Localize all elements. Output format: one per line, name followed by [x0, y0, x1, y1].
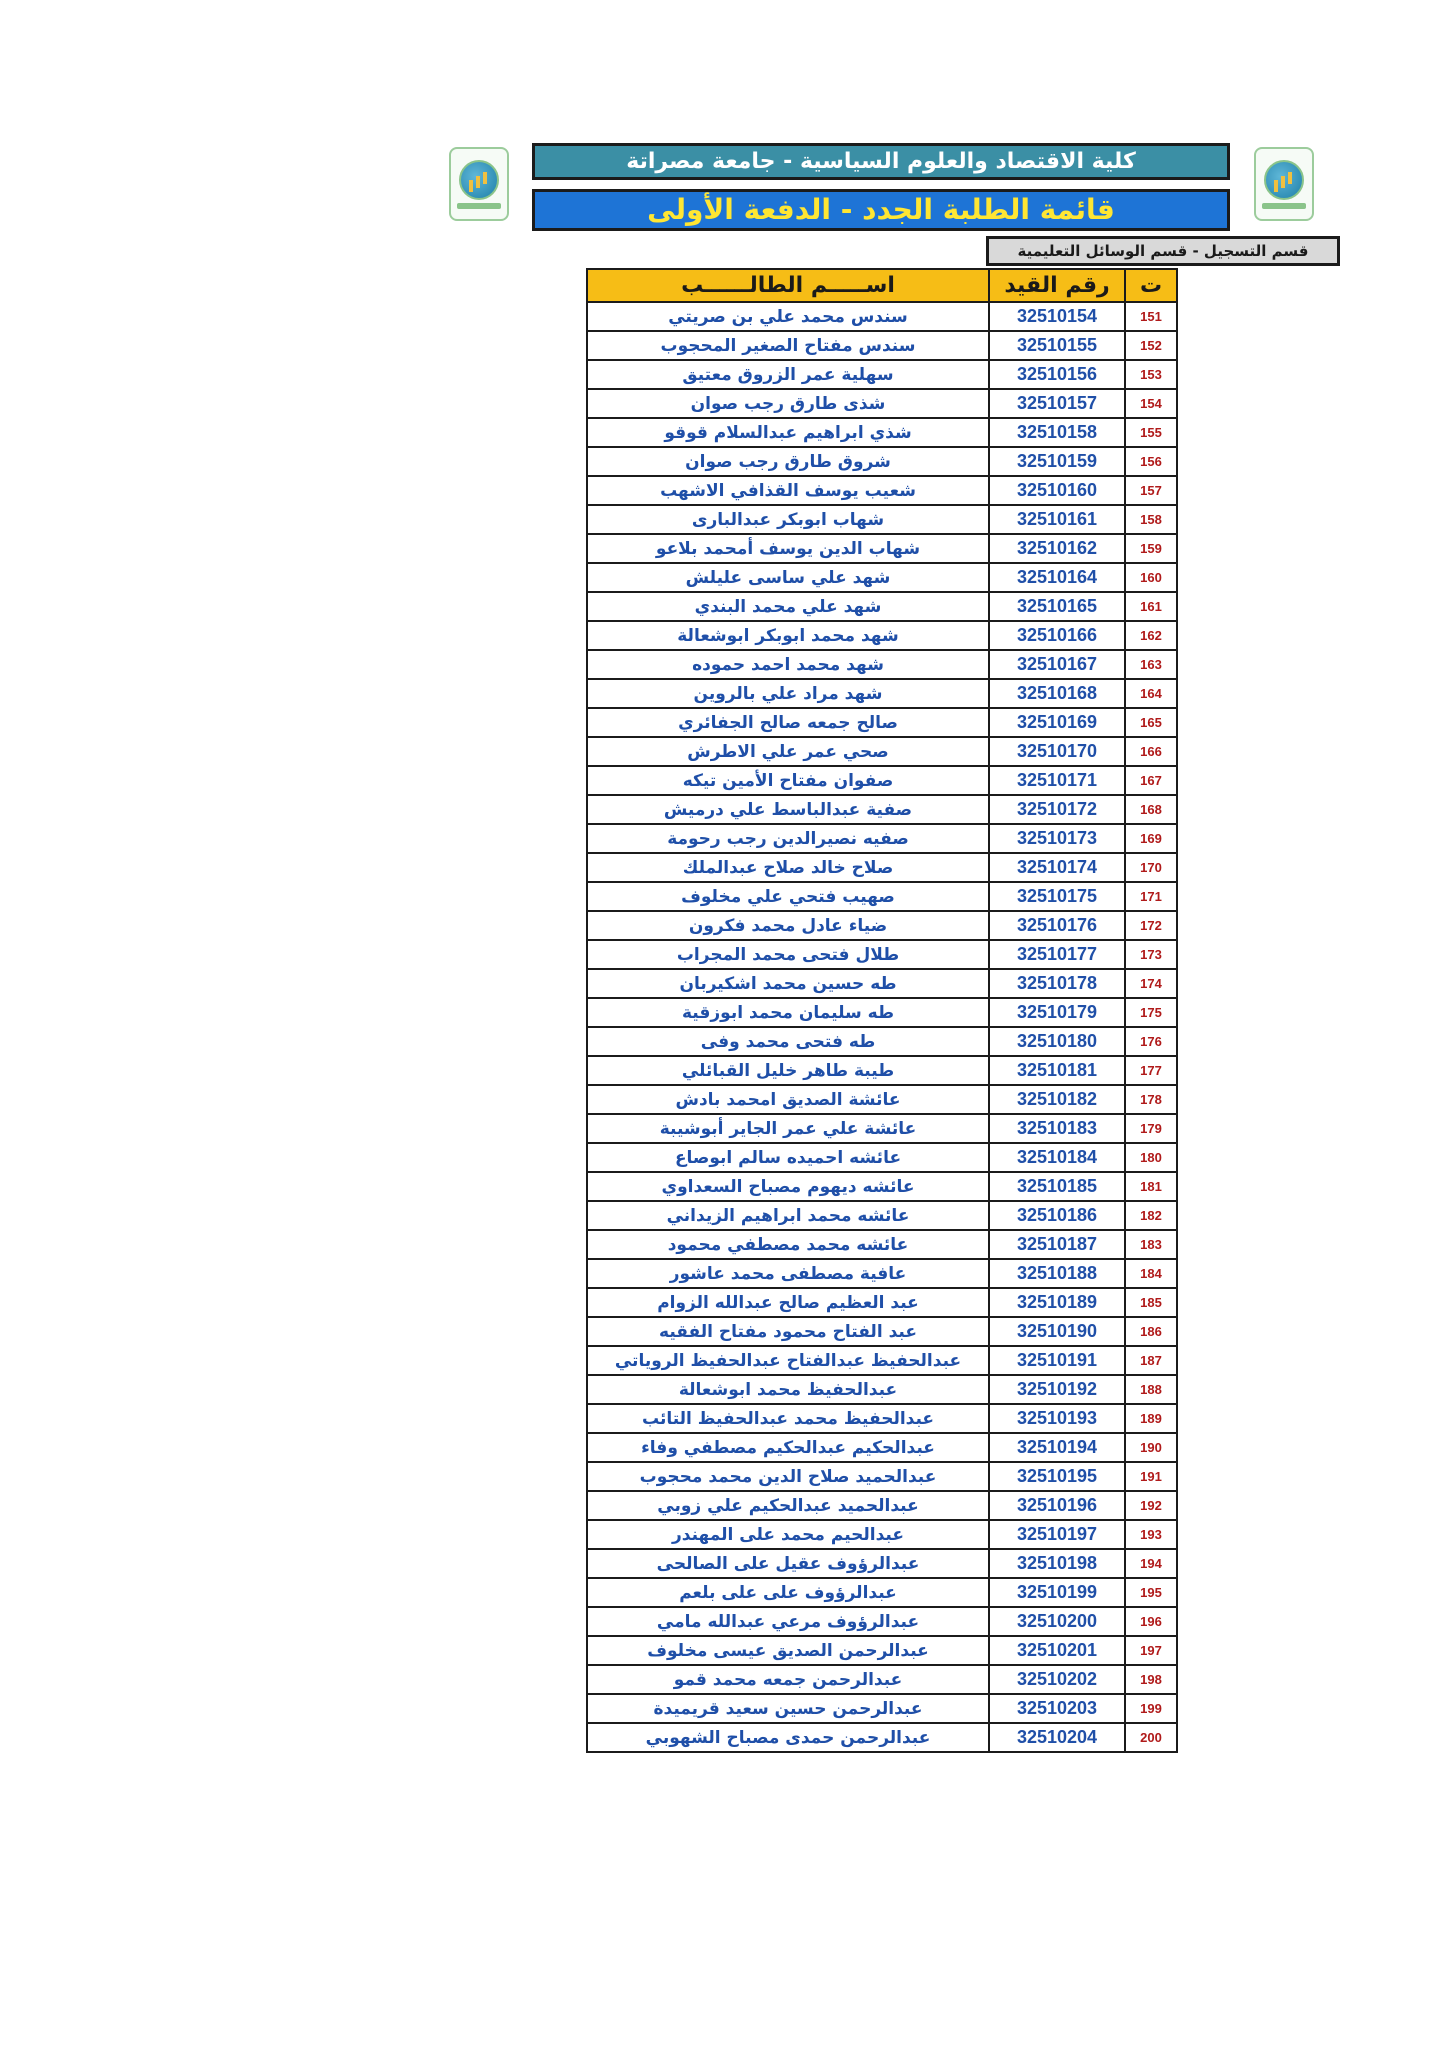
student-name-cell: صفية عبدالباسط علي درميش	[587, 795, 989, 824]
serial-number-cell: 177	[1125, 1056, 1177, 1085]
student-name-cell: سندس محمد علي بن صريتي	[587, 302, 989, 331]
table-row	[587, 505, 1177, 534]
student-id-cell: 32510188	[989, 1259, 1125, 1288]
column-header-id: رقم القيد	[989, 269, 1125, 302]
department-label: قسم التسجيل - قسم الوسائل التعليمية	[986, 236, 1340, 266]
student-id-cell: 32510169	[989, 708, 1125, 737]
student-name-cell: عبدالحفيظ عبدالفتاح عبدالحفيظ الروياتي	[587, 1346, 989, 1375]
table-row	[587, 1549, 1177, 1578]
globe-logo-icon	[459, 160, 499, 200]
table-row	[587, 969, 1177, 998]
student-name-cell: صفوان مفتاح الأمين تيكه	[587, 766, 989, 795]
serial-number-cell: 197	[1125, 1636, 1177, 1665]
serial-number-cell: 160	[1125, 563, 1177, 592]
serial-number-cell: 174	[1125, 969, 1177, 998]
table-row	[587, 1520, 1177, 1549]
student-name-cell: سهلية عمر الزروق معتيق	[587, 360, 989, 389]
student-name-cell: سندس مفتاح الصغير المحجوب	[587, 331, 989, 360]
table-row	[587, 1404, 1177, 1433]
serial-number-cell: 164	[1125, 679, 1177, 708]
serial-number-cell: 185	[1125, 1288, 1177, 1317]
table-row	[587, 882, 1177, 911]
table-row	[587, 418, 1177, 447]
student-id-cell: 32510194	[989, 1433, 1125, 1462]
student-id-cell: 32510178	[989, 969, 1125, 998]
student-id-cell: 32510155	[989, 331, 1125, 360]
student-id-cell: 32510170	[989, 737, 1125, 766]
student-id-cell: 32510201	[989, 1636, 1125, 1665]
serial-number-cell: 166	[1125, 737, 1177, 766]
table-row	[587, 1433, 1177, 1462]
serial-number-cell: 171	[1125, 882, 1177, 911]
serial-number-cell: 169	[1125, 824, 1177, 853]
student-name-cell: طه حسين محمد اشكيربان	[587, 969, 989, 998]
student-id-cell: 32510164	[989, 563, 1125, 592]
student-id-cell: 32510187	[989, 1230, 1125, 1259]
student-name-cell: ضياء عادل محمد فكرون	[587, 911, 989, 940]
student-id-cell: 32510197	[989, 1520, 1125, 1549]
serial-number-cell: 186	[1125, 1317, 1177, 1346]
serial-number-cell: 154	[1125, 389, 1177, 418]
serial-number-cell: 157	[1125, 476, 1177, 505]
serial-number-cell: 172	[1125, 911, 1177, 940]
list-title-banner: قائمة الطلبة الجدد - الدفعة الأولى	[532, 189, 1230, 231]
table-row	[587, 1723, 1177, 1752]
student-id-cell: 32510189	[989, 1288, 1125, 1317]
table-row	[587, 302, 1177, 331]
table-row	[587, 1317, 1177, 1346]
table-row	[587, 824, 1177, 853]
student-name-cell: عبدالرحمن حمدى مصباح الشهوبي	[587, 1723, 989, 1752]
table-row	[587, 1346, 1177, 1375]
student-name-cell: عبد الفتاح محمود مفتاح الفقيه	[587, 1317, 989, 1346]
serial-number-cell: 165	[1125, 708, 1177, 737]
table-row	[587, 1491, 1177, 1520]
student-name-cell: طه سليمان محمد ابوزقية	[587, 998, 989, 1027]
table-row	[587, 737, 1177, 766]
college-title-banner: كلية الاقتصاد والعلوم السياسية - جامعة مصراتة	[532, 143, 1230, 180]
serial-number-cell: 163	[1125, 650, 1177, 679]
student-name-cell: طه فتحى محمد وفى	[587, 1027, 989, 1056]
serial-number-cell: 198	[1125, 1665, 1177, 1694]
serial-number-cell: 191	[1125, 1462, 1177, 1491]
student-id-cell: 32510196	[989, 1491, 1125, 1520]
student-id-cell: 32510182	[989, 1085, 1125, 1114]
serial-number-cell: 155	[1125, 418, 1177, 447]
table-row	[587, 650, 1177, 679]
serial-number-cell: 196	[1125, 1607, 1177, 1636]
table-row	[587, 447, 1177, 476]
student-id-cell: 32510156	[989, 360, 1125, 389]
student-id-cell: 32510160	[989, 476, 1125, 505]
student-name-cell: صفيه نصيرالدين رجب رحومة	[587, 824, 989, 853]
student-id-cell: 32510165	[989, 592, 1125, 621]
student-id-cell: 32510180	[989, 1027, 1125, 1056]
serial-number-cell: 153	[1125, 360, 1177, 389]
column-header-serial: ت	[1125, 269, 1177, 302]
serial-number-cell: 170	[1125, 853, 1177, 882]
serial-number-cell: 180	[1125, 1143, 1177, 1172]
student-id-cell: 32510190	[989, 1317, 1125, 1346]
serial-number-cell: 199	[1125, 1694, 1177, 1723]
student-name-cell: شذي ابراهيم عبدالسلام قوقو	[587, 418, 989, 447]
table-row	[587, 998, 1177, 1027]
student-name-cell: عبدالحفيظ محمد ابوشعالة	[587, 1375, 989, 1404]
student-name-cell: صحي عمر علي الاطرش	[587, 737, 989, 766]
student-id-cell: 32510192	[989, 1375, 1125, 1404]
student-name-cell: عبد العظيم صالح عبدالله الزوام	[587, 1288, 989, 1317]
column-header-name: اســـــم الطالــــــب	[587, 269, 989, 302]
serial-number-cell: 193	[1125, 1520, 1177, 1549]
serial-number-cell: 162	[1125, 621, 1177, 650]
serial-number-cell: 195	[1125, 1578, 1177, 1607]
serial-number-cell: 178	[1125, 1085, 1177, 1114]
student-id-cell: 32510191	[989, 1346, 1125, 1375]
student-id-cell: 32510171	[989, 766, 1125, 795]
student-id-cell: 32510202	[989, 1665, 1125, 1694]
table-row	[587, 795, 1177, 824]
table-row	[587, 360, 1177, 389]
serial-number-cell: 183	[1125, 1230, 1177, 1259]
serial-number-cell: 161	[1125, 592, 1177, 621]
serial-number-cell: 200	[1125, 1723, 1177, 1752]
student-name-cell: شهد محمد احمد حموده	[587, 650, 989, 679]
student-name-cell: عائشه احميده سالم ابوصاع	[587, 1143, 989, 1172]
table-row	[587, 1288, 1177, 1317]
table-row	[587, 1027, 1177, 1056]
student-name-cell: شذى طارق رجب صوان	[587, 389, 989, 418]
serial-number-cell: 192	[1125, 1491, 1177, 1520]
serial-number-cell: 158	[1125, 505, 1177, 534]
table-row	[587, 1172, 1177, 1201]
student-name-cell: عائشه محمد مصطفي محمود	[587, 1230, 989, 1259]
student-name-cell: شهد محمد ابوبكر ابوشعالة	[587, 621, 989, 650]
table-row	[587, 1607, 1177, 1636]
student-name-cell: عائشه ديهوم مصباح السعداوي	[587, 1172, 989, 1201]
globe-logo-icon	[1264, 160, 1304, 200]
table-row	[587, 476, 1177, 505]
student-id-cell: 32510166	[989, 621, 1125, 650]
serial-number-cell: 187	[1125, 1346, 1177, 1375]
student-id-cell: 32510183	[989, 1114, 1125, 1143]
table-row	[587, 621, 1177, 650]
student-name-cell: صهيب فتحي علي مخلوف	[587, 882, 989, 911]
serial-number-cell: 179	[1125, 1114, 1177, 1143]
student-id-cell: 32510179	[989, 998, 1125, 1027]
table-row	[587, 331, 1177, 360]
serial-number-cell: 188	[1125, 1375, 1177, 1404]
serial-number-cell: 176	[1125, 1027, 1177, 1056]
serial-number-cell: 168	[1125, 795, 1177, 824]
student-name-cell: عبدالرؤوف مرعي عبدالله مامي	[587, 1607, 989, 1636]
student-id-cell: 32510174	[989, 853, 1125, 882]
student-id-cell: 32510175	[989, 882, 1125, 911]
serial-number-cell: 194	[1125, 1549, 1177, 1578]
table-row	[587, 766, 1177, 795]
serial-number-cell: 167	[1125, 766, 1177, 795]
student-name-cell: عبدالرحمن جمعه محمد قمو	[587, 1665, 989, 1694]
student-name-cell: شهد علي محمد البندي	[587, 592, 989, 621]
student-id-cell: 32510167	[989, 650, 1125, 679]
student-name-cell: شروق طارق رجب صوان	[587, 447, 989, 476]
student-id-cell: 32510154	[989, 302, 1125, 331]
student-name-cell: عائشه محمد ابراهيم الزيداني	[587, 1201, 989, 1230]
student-name-cell: عبدالحفيظ محمد عبدالحفيظ التائب	[587, 1404, 989, 1433]
table-row	[587, 1578, 1177, 1607]
table-row	[587, 1230, 1177, 1259]
table-row	[587, 1636, 1177, 1665]
table-row	[587, 1375, 1177, 1404]
serial-number-cell: 152	[1125, 331, 1177, 360]
student-id-cell: 32510199	[989, 1578, 1125, 1607]
table-row	[587, 1114, 1177, 1143]
table-row	[587, 679, 1177, 708]
student-id-cell: 32510173	[989, 824, 1125, 853]
serial-number-cell: 182	[1125, 1201, 1177, 1230]
serial-number-cell: 189	[1125, 1404, 1177, 1433]
student-id-cell: 32510168	[989, 679, 1125, 708]
table-row	[587, 1201, 1177, 1230]
table-row	[587, 911, 1177, 940]
student-name-cell: صالح جمعه صالح الجفائري	[587, 708, 989, 737]
table-row	[587, 563, 1177, 592]
student-id-cell: 32510157	[989, 389, 1125, 418]
serial-number-cell: 159	[1125, 534, 1177, 563]
serial-number-cell: 175	[1125, 998, 1177, 1027]
student-id-cell: 32510176	[989, 911, 1125, 940]
student-id-cell: 32510162	[989, 534, 1125, 563]
serial-number-cell: 173	[1125, 940, 1177, 969]
student-name-cell: عافية مصطفى محمد عاشور	[587, 1259, 989, 1288]
student-name-cell: طلال فتحى محمد المجراب	[587, 940, 989, 969]
serial-number-cell: 190	[1125, 1433, 1177, 1462]
table-row	[587, 534, 1177, 563]
college-logo-left	[449, 147, 509, 221]
student-name-cell: شهاب الدين يوسف أمحمد بلاعو	[587, 534, 989, 563]
student-id-cell: 32510185	[989, 1172, 1125, 1201]
table-row	[587, 592, 1177, 621]
table-row	[587, 1259, 1177, 1288]
student-name-cell: عائشة الصديق امحمد بادش	[587, 1085, 989, 1114]
table-row	[587, 1462, 1177, 1491]
table-row	[587, 1143, 1177, 1172]
student-id-cell: 32510161	[989, 505, 1125, 534]
student-id-cell: 32510193	[989, 1404, 1125, 1433]
table-row	[587, 1085, 1177, 1114]
serial-number-cell: 156	[1125, 447, 1177, 476]
student-id-cell: 32510181	[989, 1056, 1125, 1085]
student-name-cell: صلاح خالد صلاح عبدالملك	[587, 853, 989, 882]
student-name-cell: عبدالرحمن الصديق عيسى مخلوف	[587, 1636, 989, 1665]
student-name-cell: شعيب يوسف القذافي الاشهب	[587, 476, 989, 505]
student-name-cell: شهد علي ساسى عليلش	[587, 563, 989, 592]
student-id-cell: 32510158	[989, 418, 1125, 447]
student-id-cell: 32510204	[989, 1723, 1125, 1752]
student-name-cell: عبدالحكيم عبدالحكيم مصطفي وفاء	[587, 1433, 989, 1462]
serial-number-cell: 181	[1125, 1172, 1177, 1201]
student-name-cell: عبدالرؤوف على على بلعم	[587, 1578, 989, 1607]
student-id-cell: 32510184	[989, 1143, 1125, 1172]
student-name-cell: عبدالحميد عبدالحكيم علي زوبي	[587, 1491, 989, 1520]
student-name-cell: عبدالرحمن حسين سعيد قريميدة	[587, 1694, 989, 1723]
table-row	[587, 1694, 1177, 1723]
student-id-cell: 32510177	[989, 940, 1125, 969]
student-name-cell: عبدالرؤوف عقيل على الصالحى	[587, 1549, 989, 1578]
student-id-cell: 32510186	[989, 1201, 1125, 1230]
student-id-cell: 32510195	[989, 1462, 1125, 1491]
table-row	[587, 1665, 1177, 1694]
table-row	[587, 708, 1177, 737]
student-name-cell: شهد مراد علي بالروين	[587, 679, 989, 708]
serial-number-cell: 151	[1125, 302, 1177, 331]
student-roster-table	[586, 268, 1178, 1753]
student-id-cell: 32510198	[989, 1549, 1125, 1578]
student-id-cell: 32510172	[989, 795, 1125, 824]
serial-number-cell: 184	[1125, 1259, 1177, 1288]
student-name-cell: عبدالحيم محمد على المهندر	[587, 1520, 989, 1549]
table-row	[587, 940, 1177, 969]
table-row	[587, 1056, 1177, 1085]
student-name-cell: عبدالحميد صلاح الدين محمد محجوب	[587, 1462, 989, 1491]
student-id-cell: 32510159	[989, 447, 1125, 476]
table-row	[587, 853, 1177, 882]
student-id-cell: 32510200	[989, 1607, 1125, 1636]
student-name-cell: طيبة طاهر خليل القبائلي	[587, 1056, 989, 1085]
table-row	[587, 389, 1177, 418]
table-header-row	[587, 269, 1177, 302]
student-name-cell: شهاب ابوبكر عبدالبارى	[587, 505, 989, 534]
student-name-cell: عائشة علي عمر الجاير أبوشيبة	[587, 1114, 989, 1143]
college-logo-right	[1254, 147, 1314, 221]
student-id-cell: 32510203	[989, 1694, 1125, 1723]
